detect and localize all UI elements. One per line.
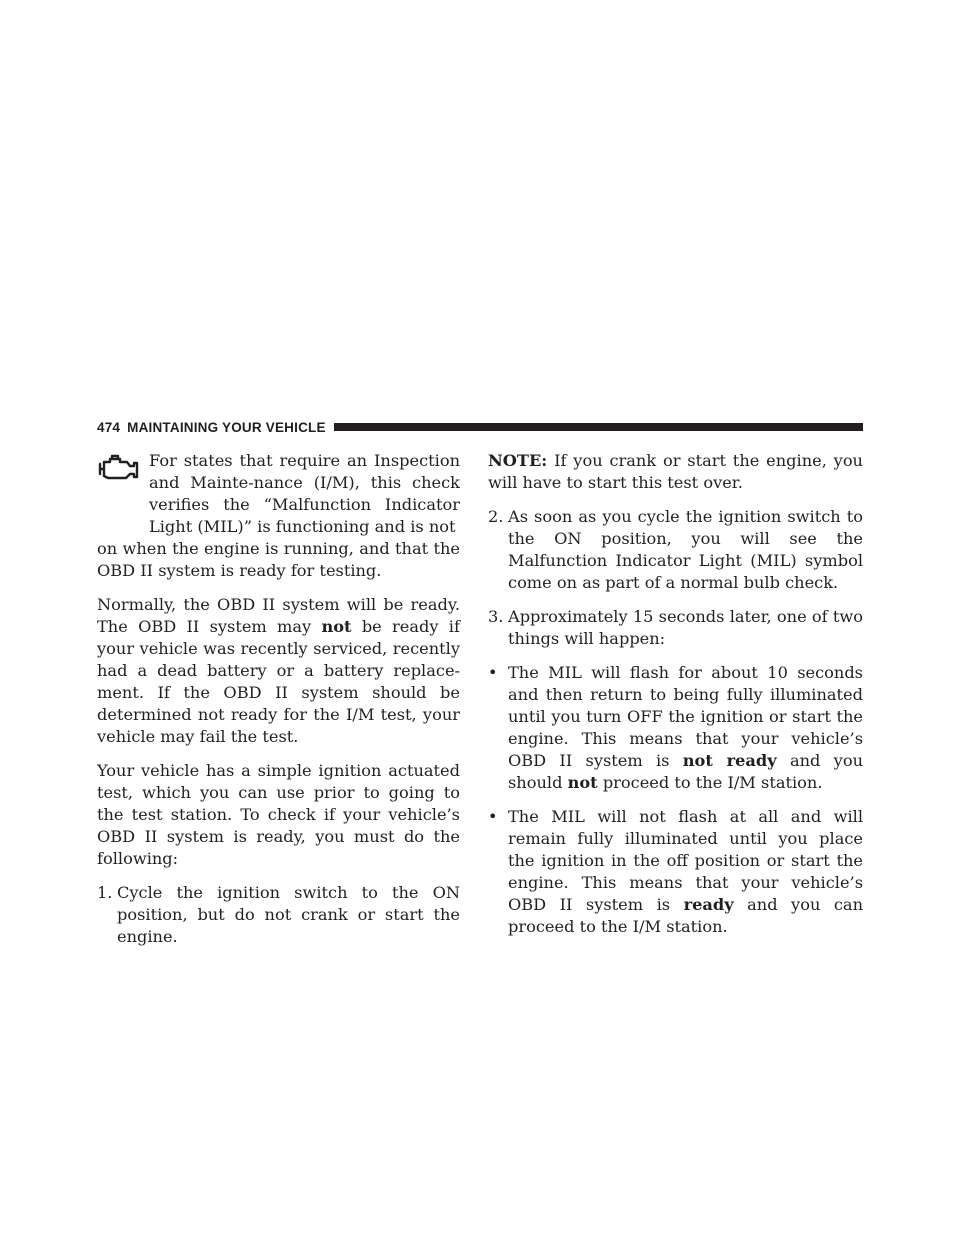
bullet-not-ready [488,662,863,794]
right-column [488,450,863,950]
bullet-text-bold: not ready [682,751,777,770]
readiness-text-end: be ready if your vehicle was recently serviced, recently had a dead battery or a battery replace-ment. If the OBD II system should be determined not ready for the I/M test, your vehicle may fail the test. [97,617,460,746]
note-paragraph [488,450,863,494]
bullet-text [508,806,863,938]
intro-text-rest: on when the engine is running, and that the OBD II system is ready for testing. [97,539,460,580]
bullet-text-end: proceed to the I/M station. [602,773,823,792]
bullet-icon: • [488,807,498,826]
intro-text-indented: For states that require an Inspection and Mainte-nance (I/M), this check verifies the “Malfunction Indicator Light (MIL)” is functioning and is not [149,451,460,536]
step-number: 2. [488,507,504,526]
step-text: Cycle the ignition switch to the ON position, but do not crank or start the engine. [117,883,460,946]
step-text: As soon as you cycle the ignition switch to the ON position, you will see the Malfunction Indicator Light (MIL) symbol come on as part of a normal bulb check. [508,507,863,592]
left-column [97,450,460,960]
note-label: NOTE: [488,451,548,470]
header-rule [334,423,863,431]
readiness-text-start: Normally, the OBD II system will be ready. The OBD II system may [97,595,460,636]
step-3 [488,606,863,650]
bullet-text [508,662,863,794]
ignition-test-paragraph: Your vehicle has a simple ignition actuated test, which you can use prior to going to the test station. To check if your vehicle’s OBD II system is ready, you must do the following: [97,761,460,868]
intro-paragraph [97,450,460,582]
bullet-text-start: The MIL will not flash at all and will remain fully illuminated until you place the ignition in the off position or start the engine. This means that your vehicle’s OBD II system is [508,807,863,914]
bullet-ready [488,806,863,938]
bullet-text-bold-2: not [567,773,598,792]
bullet-text-bold: ready [683,895,734,914]
step-1 [97,882,460,948]
check-engine-icon [97,453,139,485]
bullet-icon: • [488,663,498,682]
readiness-text-bold: not [321,617,352,636]
readiness-paragraph [97,594,460,748]
bullet-text-end: and you can proceed to the I/M station. [508,895,863,936]
step-number: 1. [97,883,113,902]
step-text: Approximately 15 seconds later, one of two things will happen: [508,607,863,648]
page-header [97,418,863,436]
bullet-text-start: The MIL will flash for about 10 seconds and then return to being fully illuminated until you turn OFF the ignition or start the engine. This means that your vehicle’s OBD II system is [508,663,863,770]
note-text: If you crank or start the engine, you will have to start this test over. [488,451,863,492]
page-number: 474 [97,419,121,435]
section-title: MAINTAINING YOUR VEHICLE [127,419,326,435]
step-number: 3. [488,607,504,626]
step-2 [488,506,863,594]
bullet-text-mid: and you should [508,751,863,792]
